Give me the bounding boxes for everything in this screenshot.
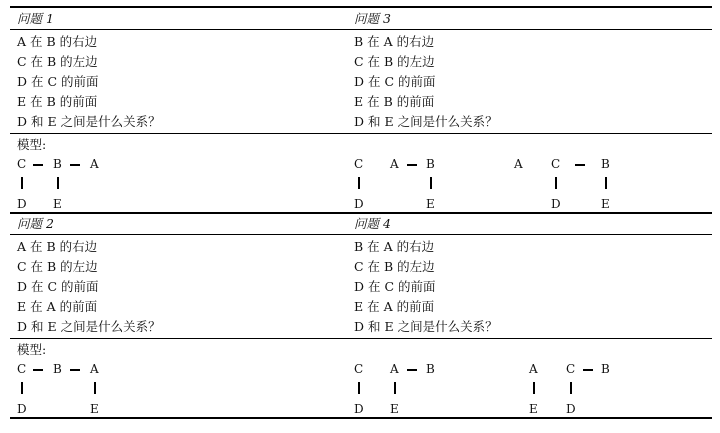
model-label-1: 模型: xyxy=(17,137,47,152)
model-4b-letter-a: A xyxy=(529,362,538,376)
model-3a-dash xyxy=(407,164,417,166)
model-4a-link-bar xyxy=(358,382,360,394)
model-4b-dash xyxy=(583,369,593,371)
model-3b-link-bar xyxy=(555,177,557,189)
section-rule xyxy=(10,212,712,214)
model-1-link-bar xyxy=(21,177,23,189)
model-2-letter-a: A xyxy=(90,362,99,376)
problem-1-statement-3: D 在 C 的前面 xyxy=(17,74,99,89)
model-4b-letter-d: D xyxy=(566,402,576,416)
model-rule-1 xyxy=(10,133,712,134)
model-1-link-bar xyxy=(57,177,59,189)
model-3a-letter-d: D xyxy=(354,197,364,211)
model-4b-letter-c: C xyxy=(566,362,576,376)
model-4a-dash xyxy=(407,369,417,371)
model-3b-letter-b: B xyxy=(601,157,610,171)
model-4a-letter-e: E xyxy=(390,402,399,416)
model-3a-letter-a: A xyxy=(390,157,399,171)
problem-3-statement-1: B 在 A 的右边 xyxy=(354,34,435,49)
model-2-dash xyxy=(33,369,43,371)
problem-3-title: 问题 3 xyxy=(354,11,391,26)
problem-4-statement-4: E 在 A 的前面 xyxy=(354,299,435,314)
model-1-letter-d: D xyxy=(17,197,27,211)
model-1-letter-b: B xyxy=(53,157,62,171)
problem-2-statement-3: D 在 C 的前面 xyxy=(17,279,99,294)
problem-4-statement-1: B 在 A 的右边 xyxy=(354,239,435,254)
model-3a-letter-c: C xyxy=(354,157,364,171)
problem-4-question: D 和 E 之间是什么关系？ xyxy=(354,319,498,334)
problem-2-statement-1: A 在 B 的右边 xyxy=(17,239,98,254)
problem-1-statement-1: A 在 B 的右边 xyxy=(17,34,98,49)
model-3b-link-bar xyxy=(605,177,607,189)
model-label-2: 模型: xyxy=(17,342,47,357)
problem-1-question: D 和 E 之间是什么关系？ xyxy=(17,114,161,129)
problem-4-statement-3: D 在 C 的前面 xyxy=(354,279,436,294)
model-4a-letter-d: D xyxy=(354,402,364,416)
model-1-letter-e: E xyxy=(53,197,62,211)
problem-1-statement-4: E 在 B 的前面 xyxy=(17,94,98,109)
model-3a-link-bar xyxy=(358,177,360,189)
bottom-rule xyxy=(10,417,712,419)
model-3a-link-bar xyxy=(430,177,432,189)
top-rule xyxy=(10,6,712,8)
problem-2-statement-4: E 在 A 的前面 xyxy=(17,299,98,314)
model-4b-letter-b: B xyxy=(601,362,610,376)
model-2-letter-b: B xyxy=(53,362,62,376)
header-rule-1 xyxy=(10,29,712,30)
model-4a-letter-c: C xyxy=(354,362,364,376)
header-rule-2 xyxy=(10,234,712,235)
problem-1-statement-2: C 在 B 的左边 xyxy=(17,54,98,69)
model-3b-letter-e: E xyxy=(601,197,610,211)
model-2-letter-e: E xyxy=(90,402,99,416)
model-4a-letter-b: B xyxy=(426,362,435,376)
model-2-letter-d: D xyxy=(17,402,27,416)
problem-3-statement-3: D 在 C 的前面 xyxy=(354,74,436,89)
model-3a-letter-e: E xyxy=(426,197,435,211)
model-4b-link-bar xyxy=(533,382,535,394)
problem-4-statement-2: C 在 B 的左边 xyxy=(354,259,435,274)
problem-2-title: 问题 2 xyxy=(17,216,54,231)
problem-3-statement-4: E 在 B 的前面 xyxy=(354,94,435,109)
model-4b-link-bar xyxy=(570,382,572,394)
model-4a-letter-a: A xyxy=(390,362,399,376)
problem-1-title: 问题 1 xyxy=(17,11,54,26)
model-3b-dash xyxy=(575,164,585,166)
model-2-link-bar xyxy=(21,382,23,394)
problem-4-title: 问题 4 xyxy=(354,216,391,231)
model-1-letter-a: A xyxy=(90,157,99,171)
problem-2-statement-2: C 在 B 的左边 xyxy=(17,259,98,274)
model-3a-letter-b: B xyxy=(426,157,435,171)
model-3b-letter-a: A xyxy=(514,157,523,171)
model-2-letter-c: C xyxy=(17,362,27,376)
model-1-letter-c: C xyxy=(17,157,27,171)
model-1-dash xyxy=(33,164,43,166)
model-1-dash xyxy=(70,164,80,166)
problem-3-statement-2: C 在 B 的左边 xyxy=(354,54,435,69)
model-rule-2 xyxy=(10,338,712,339)
model-3b-letter-d: D xyxy=(551,197,561,211)
problem-2-question: D 和 E 之间是什么关系？ xyxy=(17,319,161,334)
model-4b-letter-e: E xyxy=(529,402,538,416)
model-2-dash xyxy=(70,369,80,371)
problem-3-question: D 和 E 之间是什么关系？ xyxy=(354,114,498,129)
model-4a-link-bar xyxy=(394,382,396,394)
model-3b-letter-c: C xyxy=(551,157,561,171)
model-2-link-bar xyxy=(94,382,96,394)
